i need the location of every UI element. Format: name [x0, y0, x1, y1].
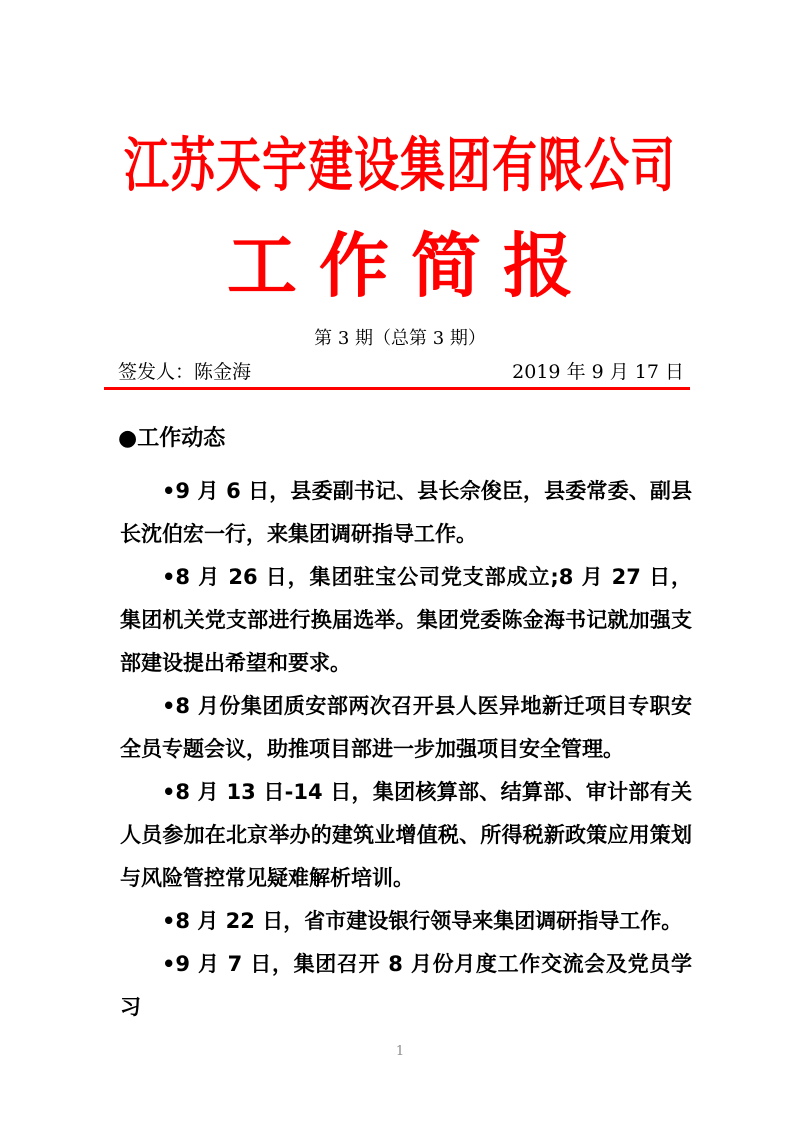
news-paragraphs-container [120, 470, 692, 1029]
bulletin-title: 工作简报 [227, 224, 595, 307]
organization-title: 江苏天宇建设集团有限公司 [123, 131, 676, 200]
news-paragraph-4: •8 月 13 日-14 日，集团核算部、结算部、审计部有关人员参加在北京举办的建筑业增值税、所得税新政策应用策划与风险管控常见疑难解析培训。 [120, 780, 692, 890]
issue-date: 2019 年 9 月 17 日 [512, 361, 684, 383]
news-paragraph-1: •9 月 6 日，县委副书记、县长佘俊臣，县委常委、副县长沈伯宏一行，来集团调研指导工作。 [120, 479, 692, 546]
news-paragraph-6: •9 月 7 日，集团召开 8 月份月度工作交流会及党员学习 [120, 952, 692, 1019]
signer-row [118, 357, 684, 389]
issue-number-line: 第 3 期（总第 3 期） [314, 328, 486, 349]
red-divider-line [104, 387, 690, 390]
page-number: 1 [395, 1044, 405, 1059]
news-paragraph-2: •8 月 26 日，集团驻宝公司党支部成立;8 月 27 日，集团机关党支部进行换届选举。集团党委陈金海书记就加强支部建设提出希望和要求。 [120, 565, 692, 675]
section-header-work-updates: ●工作动态 [118, 426, 226, 451]
signer-name: 签发人：陈金海 [118, 361, 252, 383]
news-paragraph-3: •8 月份集团质安部两次召开县人医异地新迁项目专职安全员专题会议，助推项目部进一步加强项目安全管理。 [120, 694, 692, 761]
news-paragraph-5: •8 月 22 日，省市建设银行领导来集团调研指导工作。 [162, 909, 683, 933]
